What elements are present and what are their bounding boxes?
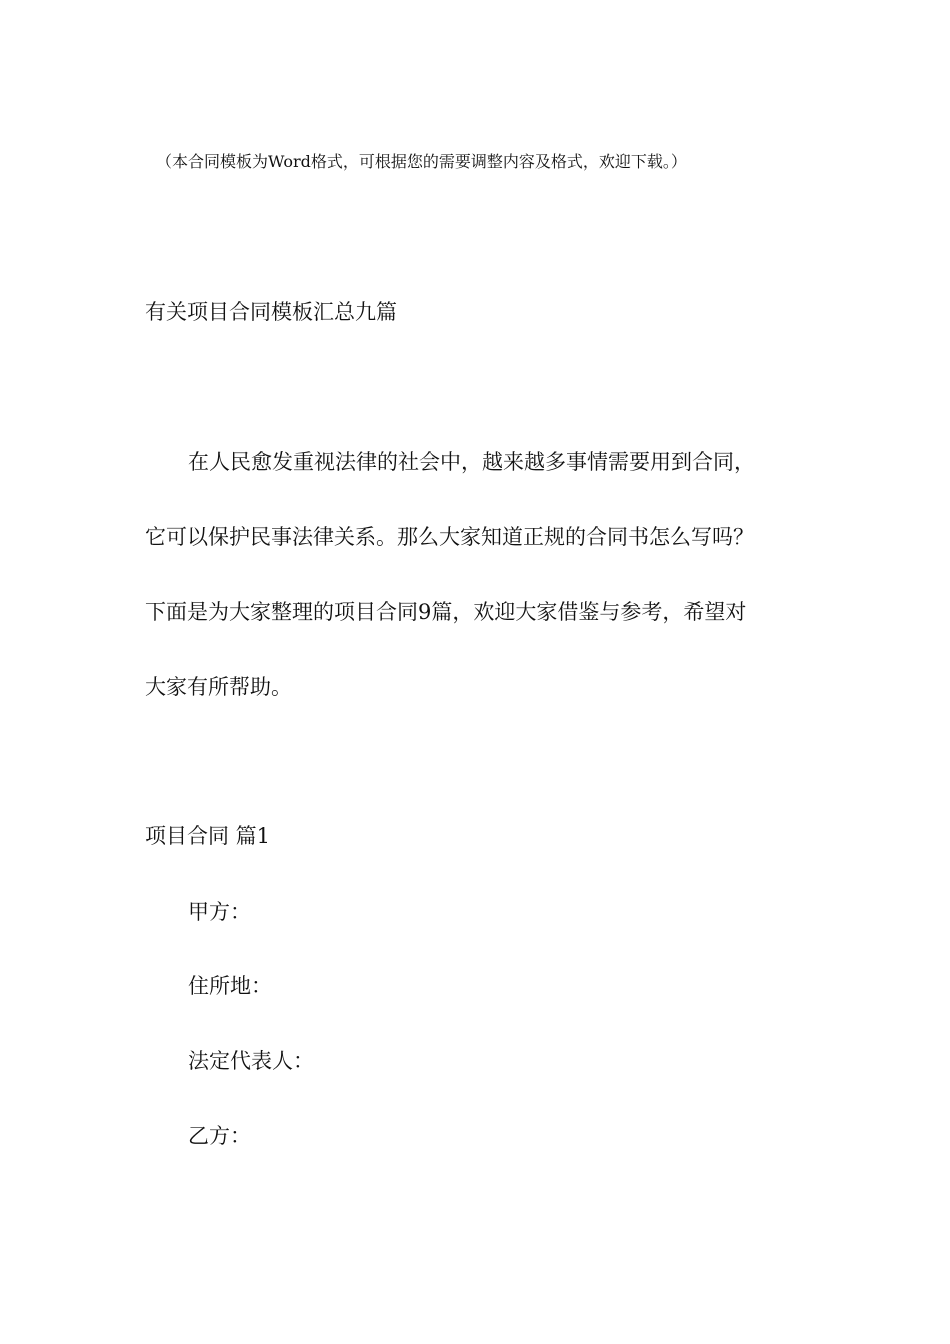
address-field: 住所地： [188,974,272,998]
template-note: （本合同模板为Word格式，可根据您的需要调整内容及格式，欢迎下载。） [156,152,687,171]
intro-line-3: 下面是为大家整理的项目合同9篇，欢迎大家借鉴与参考，希望对 [145,600,747,624]
intro-line-1: 在人民愈发重视法律的社会中，越来越多事情需要用到合同， [188,450,755,474]
party-a-field: 甲方： [188,900,251,924]
intro-line-2: 它可以保护民事法律关系。那么大家知道正规的合同书怎么写吗？ [145,525,754,549]
intro-line-4: 大家有所帮助。 [145,675,292,699]
document-title: 有关项目合同模板汇总九篇 [145,300,397,324]
section-heading: 项目合同 篇1 [145,824,271,848]
party-b-field: 乙方： [188,1124,251,1148]
legal-representative-field: 法定代表人： [188,1049,314,1073]
